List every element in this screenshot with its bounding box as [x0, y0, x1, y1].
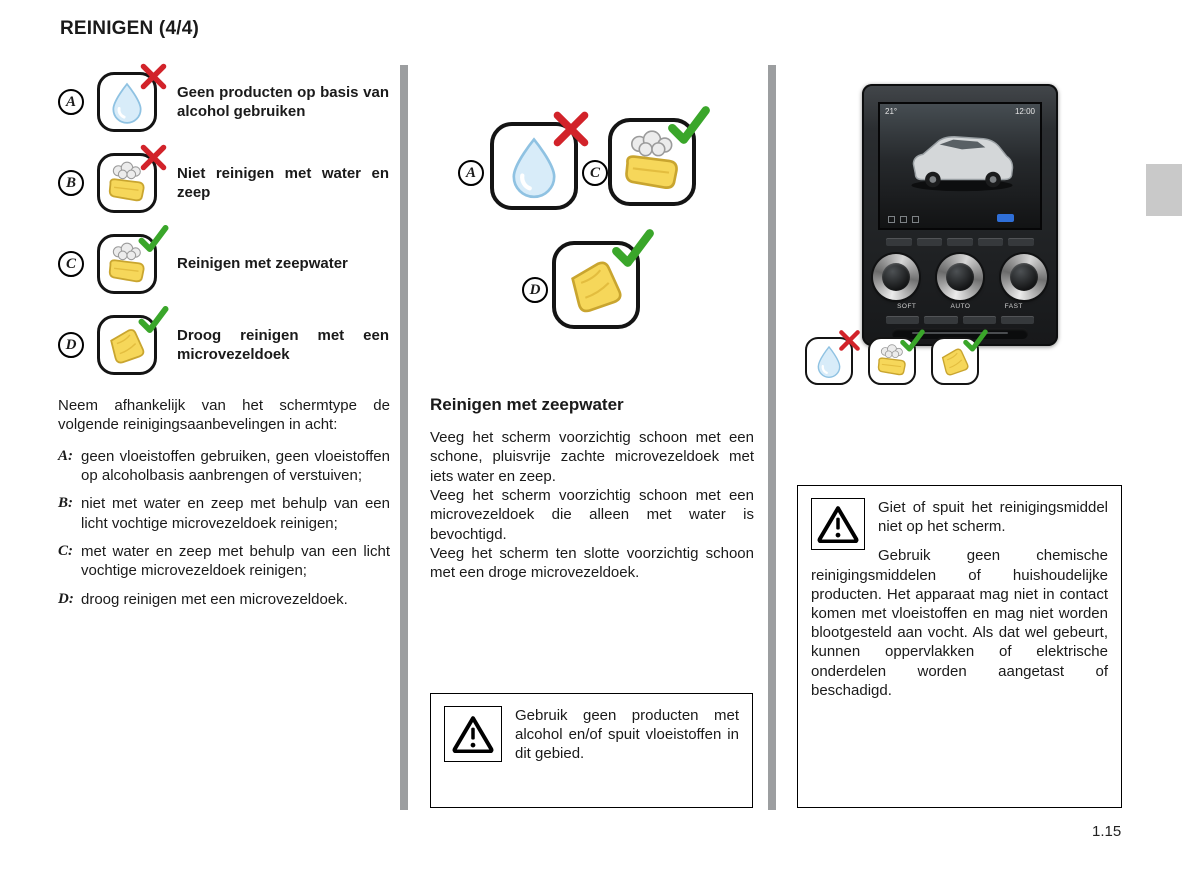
legend-label: Reinigen met zeepwater: [177, 255, 348, 273]
legend-item-b: [58, 153, 390, 213]
chapter-edge-tab: [1146, 164, 1182, 216]
dry-cloth-pictogram: [552, 241, 640, 329]
red-x-icon: [137, 142, 170, 173]
green-check-icon: [137, 304, 170, 335]
legend-label: Droog reinigen met een microvezeldoek: [177, 326, 389, 363]
legend-item-c: [58, 234, 390, 294]
green-check-icon: [666, 104, 712, 146]
middle-column: [430, 65, 754, 583]
temperature-reading: 21°: [885, 107, 898, 116]
recommendation-text: droog reinigen met een microvezeldoek.: [81, 590, 348, 608]
screen-blue-button: [997, 214, 1014, 222]
warning-text: Giet of spuit het reinigingsmiddel niet op het scherm.: [878, 499, 1108, 536]
recommendation-item: [58, 494, 390, 533]
red-x-icon: [137, 61, 170, 92]
legend-label: Geen producten op basis van alcohol gebruiken: [177, 83, 389, 120]
water-drop-pictogram: [805, 337, 853, 385]
infotainment-panel: [862, 84, 1058, 346]
intro-paragraph: Neem afhankelijk van het schermtype de volgende reinigingsaanbevelingen in acht:: [58, 397, 390, 434]
knob-label-soft: SOFT: [897, 303, 917, 310]
step-letter-badge: A: [58, 89, 84, 115]
display-screen: [878, 102, 1042, 230]
warning-icon-frame: [444, 706, 502, 762]
soapy-sponge-pictogram: [868, 337, 916, 385]
warning-triangle-icon: [452, 715, 494, 753]
knob-label-auto: AUTO: [950, 303, 971, 310]
recommendation-letter: D:: [58, 590, 74, 607]
page-title: REINIGEN (4/4): [60, 18, 199, 39]
screen-menu-icons: [888, 216, 919, 223]
legend-label: Niet reinigen met water en zeep: [177, 164, 389, 201]
warning-icon-frame: [811, 498, 865, 550]
knob-labels: [880, 303, 1040, 310]
clock: 12:00: [1014, 107, 1035, 116]
screen-status-bar: [880, 104, 1040, 116]
green-check-icon: [137, 223, 170, 254]
instruction-paragraph: Veeg het scherm voorzichtig schoon met een schone, pluisvrije zachte microvezeldoek met iets water en zeep.: [430, 429, 754, 485]
soapy-sponge-pictogram: [97, 234, 157, 294]
pictogram-cluster: [430, 65, 754, 353]
warning-text: Gebruik geen producten met alcohol en/of spuit vloeistoffen in dit gebied.: [515, 707, 739, 763]
recommendation-list: [58, 447, 390, 609]
red-x-icon: [836, 328, 863, 353]
recommendation-letter: C:: [58, 543, 73, 560]
column-divider: [400, 65, 408, 810]
climate-knobs: [873, 254, 1047, 300]
recommendation-item: [58, 590, 390, 609]
knob-left: [873, 254, 919, 300]
warning-triangle-icon: [817, 505, 859, 543]
water-drop-pictogram: [490, 122, 578, 210]
knob-label-fast: FAST: [1004, 303, 1023, 310]
device-pictogram-row: [805, 337, 979, 385]
step-letter-badge: A: [458, 160, 484, 186]
green-check-icon: [962, 328, 989, 353]
instruction-paragraph: Veeg het scherm ten slotte voorzichtig schoon met een droge microvezeldoek.: [430, 545, 754, 582]
step-letter-badge: D: [522, 277, 548, 303]
recommendation-text: met water en zeep met behulp van een licht vochtige microvezeldoek reinigen;: [81, 543, 390, 580]
knob-center: [937, 254, 983, 300]
recommendation-text: niet met water en zeep met behulp van een licht vochtige microvezeldoek reinigen;: [81, 495, 390, 532]
column-divider: [768, 65, 776, 810]
car-image: [894, 122, 1030, 202]
step-letter-badge: B: [58, 170, 84, 196]
recommendation-item: [58, 542, 390, 581]
soapy-sponge-pictogram: [608, 118, 696, 206]
step-letter-badge: C: [58, 251, 84, 277]
green-check-icon: [899, 328, 926, 353]
warning-box-middle: [430, 693, 753, 808]
step-letter-badge: D: [58, 332, 84, 358]
step-letter-badge: C: [582, 160, 608, 186]
warning-text: Gebruik geen chemische reinigingsmiddelen of huishoudelijke producten. Het apparaat mag niet in contact komen met vloeistoffen en mag niet worden blootgesteld aan vocht. Als dat wel gebeurt, kunnen oppervlakken of elektrische onderdelen worden aangetast of beschadigd.: [811, 547, 1108, 699]
knob-right: [1001, 254, 1047, 300]
legend-item-a: [58, 72, 390, 132]
recommendation-text: geen vloeistoffen gebruiken, geen vloeistoffen op alcoholbasis aanbrengen of verstuiven;: [81, 447, 390, 485]
dry-cloth-pictogram: [931, 337, 979, 385]
water-drop-pictogram: [97, 72, 157, 132]
instruction-paragraph: Veeg het scherm voorzichtig schoon met een microvezeldoek die alleen met water is bevochtigd.: [430, 487, 754, 543]
button-strip-lower: [886, 316, 1034, 324]
red-x-icon: [548, 108, 594, 150]
green-check-icon: [610, 227, 656, 269]
recommendation-item: [58, 447, 390, 486]
recommendation-letter: B:: [58, 495, 73, 512]
soapy-sponge-pictogram: [97, 153, 157, 213]
warning-box-right: [797, 485, 1122, 808]
button-strip-upper: [886, 238, 1034, 246]
dry-cloth-pictogram: [97, 315, 157, 375]
recommendation-letter: A:: [58, 447, 73, 464]
legend-item-d: [58, 315, 390, 375]
left-column: [58, 72, 390, 618]
page-number: 1.15: [1092, 823, 1122, 840]
section-heading: Reinigen met zeepwater: [430, 395, 624, 414]
